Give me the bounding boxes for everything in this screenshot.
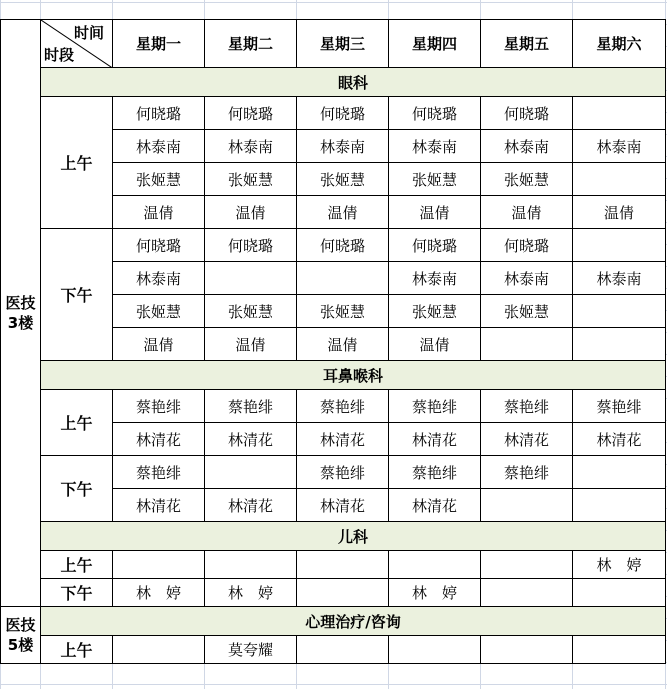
schedule-cell[interactable] [480,635,573,664]
building-label[interactable] [0,19,41,607]
schedule-cell[interactable] [480,488,573,522]
period-label[interactable]: 上午 [40,635,113,664]
schedule-cell[interactable] [572,162,666,196]
schedule-cell[interactable]: 林清花 [388,488,481,522]
schedule-cell[interactable]: 温倩 [204,327,297,361]
schedule-cell[interactable]: 林泰南 [204,129,297,163]
period-label[interactable]: 上午 [40,96,113,229]
section-title[interactable]: 儿科 [40,521,666,551]
schedule-cell[interactable] [480,550,573,579]
schedule-cell[interactable] [296,578,389,607]
schedule-cell[interactable]: 温倩 [480,195,573,229]
schedule-cell[interactable]: 何晓璐 [296,228,389,262]
schedule-cell[interactable]: 林泰南 [572,261,666,295]
schedule-cell[interactable] [480,327,573,361]
schedule-cell[interactable]: 林泰南 [480,129,573,163]
schedule-cell[interactable]: 温倩 [296,327,389,361]
schedule-cell[interactable]: 何晓璐 [388,228,481,262]
schedule-cell[interactable] [204,550,297,579]
schedule-cell[interactable]: 林清花 [296,422,389,456]
schedule-cell[interactable]: 温倩 [296,195,389,229]
schedule-cell[interactable]: 林泰南 [112,261,205,295]
schedule-cell[interactable]: 林泰南 [480,261,573,295]
schedule-cell[interactable]: 蔡艳绯 [480,455,573,489]
schedule-cell[interactable]: 林清花 [572,422,666,456]
schedule-cell[interactable]: 蔡艳绯 [388,455,481,489]
gridline [0,684,667,685]
schedule-cell[interactable] [204,261,297,295]
day-header-6[interactable]: 星期六 [572,19,666,68]
building-label-line: 3楼 [7,314,34,332]
schedule-cell[interactable]: 林 婷 [388,578,481,607]
section-title[interactable]: 眼科 [40,67,666,97]
period-label[interactable]: 下午 [40,578,113,607]
schedule-cell[interactable]: 林 婷 [112,578,205,607]
schedule-cell[interactable] [388,635,481,664]
day-header-1[interactable]: 星期一 [112,19,205,68]
schedule-cell[interactable]: 张姬慧 [112,294,205,328]
schedule-cell[interactable] [112,550,205,579]
building-label-line: 医技 [5,294,36,312]
schedule-cell[interactable]: 林泰南 [572,129,666,163]
building-label[interactable] [0,606,41,664]
building-label-line: 医技 [5,616,36,634]
corner-period-label: 时段 [44,46,75,64]
schedule-cell[interactable] [296,635,389,664]
schedule-cell[interactable]: 温倩 [388,327,481,361]
schedule-cell[interactable]: 林泰南 [388,261,481,295]
schedule-cell[interactable] [480,578,573,607]
gridline [0,2,667,3]
schedule-cell[interactable]: 何晓璐 [112,96,205,130]
schedule-cell[interactable]: 林泰南 [388,129,481,163]
schedule-cell[interactable] [572,228,666,262]
building-label-line: 5楼 [7,636,34,654]
period-label[interactable]: 上午 [40,550,113,579]
schedule-cell[interactable]: 何晓璐 [204,96,297,130]
schedule-cell[interactable]: 林清花 [204,422,297,456]
schedule-cell[interactable]: 林泰南 [296,129,389,163]
schedule-cell[interactable]: 蔡艳绯 [112,389,205,423]
schedule-cell[interactable]: 林泰南 [112,129,205,163]
corner-header-cell[interactable] [40,19,113,68]
schedule-cell[interactable] [572,488,666,522]
schedule-cell[interactable]: 林 婷 [204,578,297,607]
schedule-cell[interactable]: 何晓璐 [204,228,297,262]
schedule-cell[interactable] [204,455,297,489]
schedule-cell[interactable]: 温倩 [572,195,666,229]
schedule-cell[interactable]: 蔡艳绯 [296,455,389,489]
schedule-cell[interactable] [572,635,666,664]
schedule-cell[interactable]: 蔡艳绯 [388,389,481,423]
schedule-cell[interactable]: 张姬慧 [204,162,297,196]
schedule-cell[interactable]: 林 婷 [572,550,666,579]
schedule-cell[interactable]: 林清花 [388,422,481,456]
corner-time-label: 时间 [73,24,104,42]
schedule-cell[interactable]: 张姬慧 [112,162,205,196]
day-header-3[interactable]: 星期三 [296,19,389,68]
schedule-cell[interactable] [388,550,481,579]
schedule-cell[interactable]: 蔡艳绯 [572,389,666,423]
section-title[interactable]: 耳鼻喉科 [40,360,666,390]
schedule-cell[interactable]: 温倩 [204,195,297,229]
schedule-cell[interactable]: 林清花 [296,488,389,522]
schedule-cell[interactable]: 林清花 [112,422,205,456]
schedule-cell[interactable] [572,96,666,130]
schedule-cell[interactable] [296,261,389,295]
schedule-cell[interactable]: 张姬慧 [480,162,573,196]
schedule-cell[interactable]: 张姬慧 [388,294,481,328]
schedule-cell[interactable]: 温倩 [388,195,481,229]
schedule-cell[interactable]: 张姬慧 [204,294,297,328]
schedule-cell[interactable]: 蔡艳绯 [296,389,389,423]
schedule-cell[interactable]: 何晓璐 [480,228,573,262]
schedule-cell[interactable]: 林清花 [204,488,297,522]
day-header-5[interactable]: 星期五 [480,19,573,68]
schedule-cell[interactable]: 林清花 [112,488,205,522]
schedule-cell[interactable] [572,578,666,607]
schedule-cell[interactable]: 莫夸耀 [204,635,297,664]
schedule-cell[interactable] [296,550,389,579]
schedule-cell[interactable] [572,455,666,489]
schedule-cell[interactable]: 何晓璐 [388,96,481,130]
period-label[interactable]: 上午 [40,389,113,456]
day-header-2[interactable]: 星期二 [204,19,297,68]
day-header-4[interactable]: 星期四 [388,19,481,68]
schedule-cell[interactable]: 蔡艳绯 [204,389,297,423]
schedule-cell[interactable]: 温倩 [112,195,205,229]
schedule-cell[interactable]: 蔡艳绯 [112,455,205,489]
schedule-cell[interactable]: 张姬慧 [388,162,481,196]
period-label[interactable]: 下午 [40,455,113,522]
schedule-cell[interactable] [572,327,666,361]
schedule-cell[interactable]: 何晓璐 [296,96,389,130]
schedule-cell[interactable]: 何晓璐 [480,96,573,130]
schedule-cell[interactable]: 蔡艳绯 [480,389,573,423]
schedule-cell[interactable]: 何晓璐 [112,228,205,262]
schedule-cell[interactable]: 张姬慧 [296,162,389,196]
section-title[interactable]: 心理治疗/咨询 [40,606,666,636]
period-label[interactable]: 下午 [40,228,113,361]
schedule-cell[interactable]: 张姬慧 [480,294,573,328]
schedule-cell[interactable] [572,294,666,328]
schedule-cell[interactable]: 林清花 [480,422,573,456]
schedule-cell[interactable]: 温倩 [112,327,205,361]
schedule-cell[interactable]: 张姬慧 [296,294,389,328]
schedule-cell[interactable] [112,635,205,664]
